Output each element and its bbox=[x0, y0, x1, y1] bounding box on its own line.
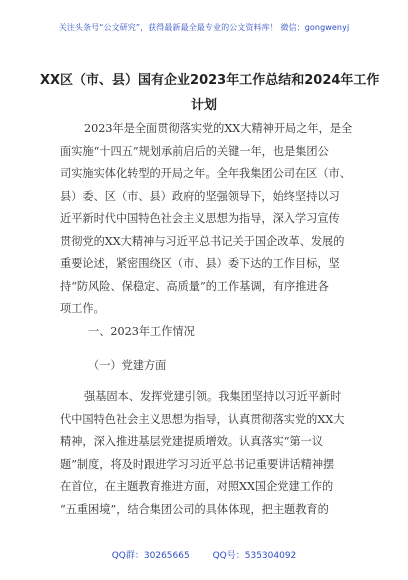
title-line-1: XX区（市、县）国有企业2023年工作总结和2024年工作 bbox=[40, 73, 380, 88]
section-heading: 一、2023年工作情况 bbox=[88, 325, 195, 338]
paragraph-line: 项工作。 bbox=[60, 302, 105, 315]
paragraph-line: 在首位，在主题教育推进方面，对照XX国企党建工作的 bbox=[60, 480, 334, 493]
subsection-heading: （一）党建方面 bbox=[88, 359, 167, 372]
paragraph-line: 面实施“十四五”规划承前启后的关键一年，也是集团公 bbox=[60, 144, 329, 158]
paragraph-line: 2023年是全面贯彻落实党的XX大精神开局之年，是全 bbox=[84, 122, 353, 135]
paragraph-line: 代中国特色社会主义思想为指导，认真贯彻落实党的XX大 bbox=[60, 412, 345, 426]
paragraph-line: 重要论述，紧密围绕区（市、县）委下达的工作目标，坚 bbox=[60, 257, 340, 270]
header-notice: 关注头条号“公文研究”，获得最新最全最专业的公文资料库！ 微信：gongwenyj bbox=[58, 23, 350, 32]
footer-contact bbox=[0, 548, 408, 561]
paragraph-line: “五重困境”，结合集团公司的具体体现，把主题教育的 bbox=[60, 502, 329, 516]
title-line-2: 计划 bbox=[190, 98, 217, 113]
paragraph-line: 题”制度，将及时跟进学习习近平总书记重要讲话精神摆 bbox=[60, 457, 335, 471]
qq-group: QQ群：30265665 bbox=[111, 551, 190, 561]
paragraph-line: 近平新时代中国特色社会主义思想为指导，深入学习宣传 bbox=[60, 212, 340, 225]
paragraph-line: 精神，深入推进基层党建提质增效。认真落实“第一议 bbox=[60, 435, 324, 448]
paragraph-line: 县）委、区（市、县）政府的坚强领导下，始终坚持以习 bbox=[60, 189, 340, 203]
paragraph-line: 贯彻党的XX大精神与习近平总书记关于国企改革、发展的 bbox=[60, 234, 345, 248]
party-building-paragraph bbox=[60, 386, 358, 521]
document-title bbox=[40, 68, 380, 118]
qq-number: QQ号：535304092 bbox=[212, 551, 297, 561]
paragraph-line: 持“防风险、保稳定、高质量”的工作基调，有序推进各 bbox=[60, 279, 329, 293]
paragraph-line: 司实施实体化转型的开局之年。全年我集团公司在区（市、 bbox=[60, 167, 351, 180]
paragraph-line: 强基固本、发挥党建引领。我集团坚持以习近平新时 bbox=[84, 390, 342, 403]
intro-paragraph bbox=[60, 118, 358, 321]
